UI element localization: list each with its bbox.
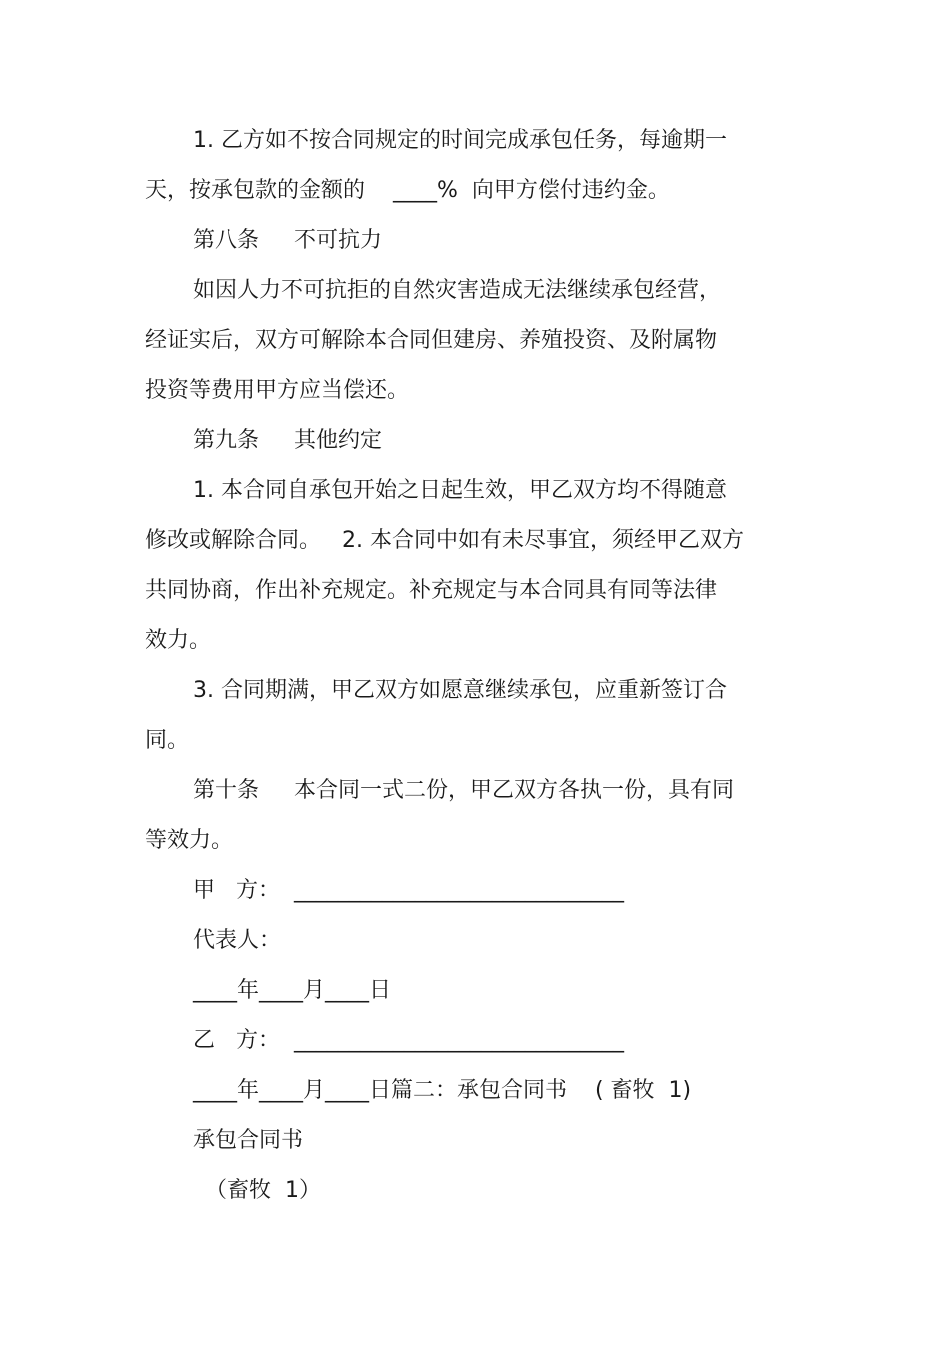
text-line: 1. 本合同自承包开始之日起生效，甲乙双方均不得随意 <box>193 478 727 503</box>
text-line: 经证实后，双方可解除本合同但建房、养殖投资、及附属物 <box>145 328 718 353</box>
date-line: ____年____月____日篇二：承包合同书 ( 畜牧 1) <box>193 1078 692 1103</box>
text-line: 投资等费用甲方应当偿还。 <box>145 378 410 403</box>
text-line: 天，按承包款的金额的 ____% 向甲方偿付违约金。 <box>145 178 670 203</box>
text-line: 同。 <box>145 728 190 753</box>
document-subtitle: （畜牧 1） <box>205 1178 321 1203</box>
text-line: 效力。 <box>145 628 212 653</box>
document-title: 承包合同书 <box>193 1128 304 1153</box>
text-line: 如因人力不可抗拒的自然灾害造成无法继续承包经营， <box>193 278 722 303</box>
signature-line-party-b: 乙 方： ______________________________ <box>193 1028 624 1053</box>
section-heading: 第八条 不可抗力 <box>193 228 382 253</box>
section-heading: 第九条 其他约定 <box>193 428 382 453</box>
text-line: 修改或解除合同。 2. 本合同中如有未尽事宜，须经甲乙双方 <box>145 528 744 553</box>
text-line: 1. 乙方如不按合同规定的时间完成承包任务，每逾期一 <box>193 128 727 153</box>
text-line: 共同协商，作出补充规定。补充规定与本合同具有同等法律 <box>145 578 718 603</box>
representative-line: 代表人： <box>193 928 282 953</box>
signature-line-party-a: 甲 方： ______________________________ <box>193 878 624 903</box>
text-line: 等效力。 <box>145 828 234 853</box>
date-line: ____年____月____日 <box>193 978 392 1003</box>
section-heading: 第十条 本合同一式二份，甲乙双方各执一份，具有同 <box>193 778 734 803</box>
text-line: 3. 合同期满，甲乙双方如愿意继续承包，应重新签订合 <box>193 678 727 703</box>
